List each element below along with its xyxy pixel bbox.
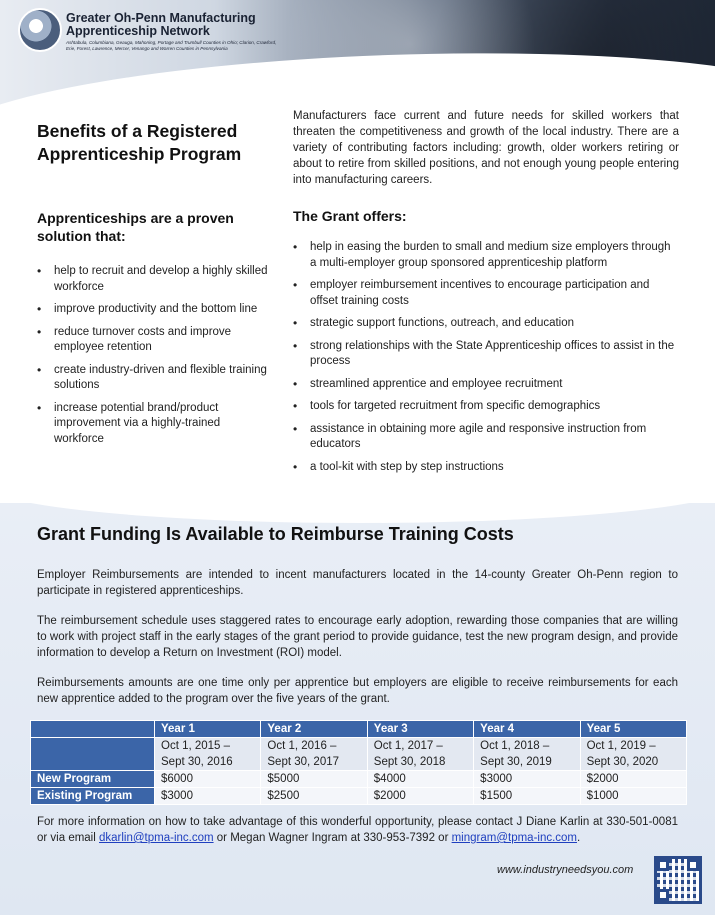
year-header-cell: Year 3 [367,721,473,738]
funding-title: Grant Funding Is Available to Reimburse Training Costs [37,524,514,544]
qr-code-icon[interactable] [654,856,702,904]
funding-section-background [0,503,715,915]
proven-heading: Apprenticeships are a proven solution that: [37,210,234,244]
benefits-column [37,120,272,447]
funding-para-2: The reimbursement schedule uses staggered rates to encourage early adoption, rewarding those companies that are willing to work with project staff in the early stages of the grant period to provide guidance, test the new program design, and provide information to develop a Return on Investment (ROI) model. [37,615,678,659]
date-range-cell: Oct 1, 2017 – Sept 30, 2018 [367,738,473,771]
year-header-cell: Year 5 [580,721,686,738]
counties-list: Ashtabula, Columbiana, Geauga, Mahoning, Portage and Trumbull Counties in Ohio; Clarion, Crawford, Erie, Forest, Lawrence, Mercer, Venango and Warren Counties in Pennsylvania [66,40,277,51]
table-corner-cell [31,721,155,738]
list-item: • increase potential brand/product improvement via a highly-trained workforce [37,401,272,448]
org-name: Greater Oh-Penn Manufacturing Apprenticeship Network [66,11,256,38]
email-link-mingram[interactable]: mingram@tpma-inc.com [451,832,578,844]
dates-label-cell [31,738,155,771]
list-item: • strong relationships with the State Apprenticeship offices to assist in the process [293,339,679,370]
existing-program-amount: $2500 [261,788,367,805]
table-existing-program-row [31,788,687,805]
list-item: • streamlined apprentice and employee recruitment [293,377,679,393]
new-program-amount: $3000 [474,771,580,788]
funding-para-3: Reimbursements amounts are one time only per apprentice but employers are eligible to receive reimbursements for each new apprentice added to the program over the five years of the grant. [37,677,678,705]
existing-program-label: Existing Program [31,788,155,805]
grant-offers-list [293,240,679,475]
list-item: • help in easing the burden to small and medium size employers through a multi-employer group sponsored apprenticeship platform [293,240,679,271]
band-curve [0,483,715,523]
new-program-amount: $2000 [580,771,686,788]
list-item: • reduce turnover costs and improve employee retention [37,325,272,356]
existing-program-amount: $1500 [474,788,580,805]
grant-column [293,108,679,475]
list-item: • employer reimbursement incentives to encourage participation and offset training costs [293,278,679,309]
intro-paragraph: Manufacturers face current and future needs for skilled workers that threaten the competitiveness and growth of the local industry. There are a variety of contributing factors including: growth, older workers retiring or about to retire from skilled positions, and not enough young people entering into manufacturing careers. [293,110,679,186]
date-range-cell: Oct 1, 2018 – Sept 30, 2019 [474,738,580,771]
existing-program-amount: $2000 [367,788,473,805]
list-item: • assistance in obtaining more agile and responsive instruction from educators [293,422,679,453]
header-banner [0,0,715,110]
email-link-dkarlin[interactable]: dkarlin@tpma-inc.com [99,832,214,844]
table-header-row [31,721,687,738]
contact-paragraph: For more information on how to take advantage of this wonderful opportunity, please contact J Diane Karlin at 330-501-0081 or via email dkarlin@tpma-inc.com or Megan Wagner Ingram at 330-953-7392 or mingram@tpma-inc.com. [37,816,678,844]
new-program-label: New Program [31,771,155,788]
list-item: • help to recruit and develop a highly skilled workforce [37,264,272,295]
grant-offers-heading: The Grant offers: [293,208,407,224]
list-item: • create industry-driven and flexible training solutions [37,363,272,394]
list-item: • tools for targeted recruitment from specific demographics [293,399,679,415]
list-item: • a tool-kit with step by step instructions [293,460,679,476]
list-item: • strategic support functions, outreach, and education [293,316,679,332]
date-range-cell: Oct 1, 2015 – Sept 30, 2016 [155,738,261,771]
funding-para-1: Employer Reimbursements are intended to incent manufacturers located in the 14-county Greater Oh-Penn region to participate in registered apprenticeships. [37,569,678,597]
existing-program-amount: $3000 [155,788,261,805]
new-program-amount: $4000 [367,771,473,788]
list-item: • improve productivity and the bottom line [37,302,272,318]
year-header-cell: Year 1 [155,721,261,738]
table-new-program-row [31,771,687,788]
benefits-title: Benefits of a Registered Apprenticeship Program [37,121,242,164]
new-program-amount: $6000 [155,771,261,788]
benefits-list [37,264,272,447]
year-header-cell: Year 2 [261,721,367,738]
existing-program-amount: $1000 [580,788,686,805]
date-range-cell: Oct 1, 2016 – Sept 30, 2017 [261,738,367,771]
network-logo-icon [18,8,62,52]
website-url[interactable]: www.industryneedsyou.com [497,864,634,876]
year-header-cell: Year 4 [474,721,580,738]
table-dates-row [31,738,687,771]
reimbursement-table [30,720,687,805]
new-program-amount: $5000 [261,771,367,788]
date-range-cell: Oct 1, 2019 – Sept 30, 2020 [580,738,686,771]
